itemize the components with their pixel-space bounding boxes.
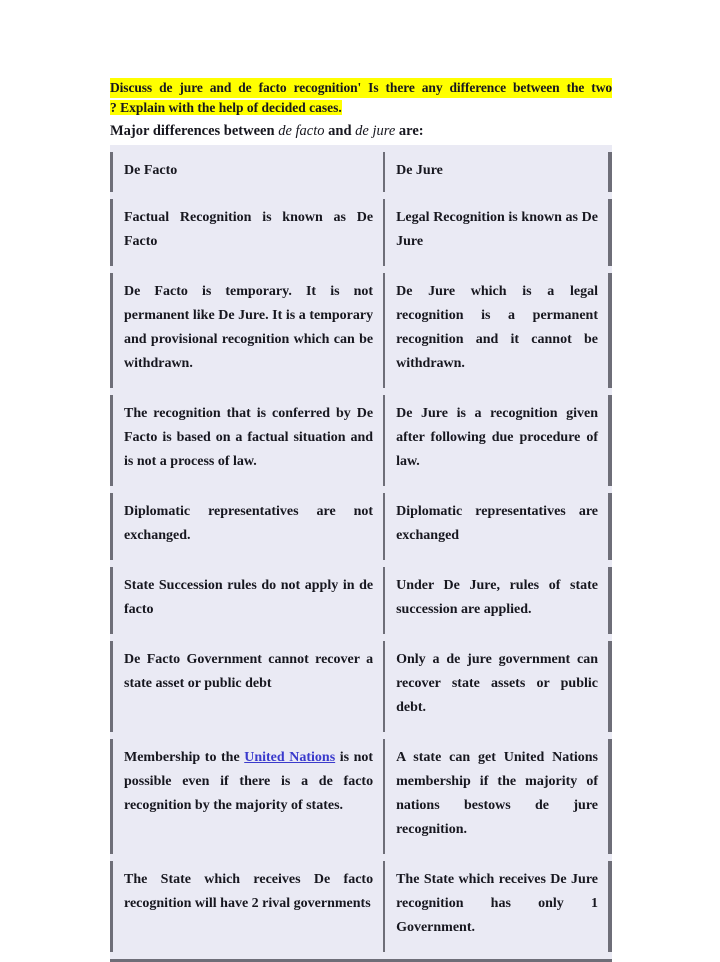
cell-de-jure-7: A state can get United Nations membership if the majority of nations bestows de jure recognition. <box>383 739 612 854</box>
cell-de-jure-4: Diplomatic representatives are exchanged <box>383 493 612 560</box>
table-row <box>110 567 612 634</box>
cell-de-facto-2: De Facto is temporary. It is not permanent like De Jure. It is a temporary and provisional recognition which can be withdrawn. <box>110 273 383 388</box>
cell-de-jure-8: The State which receives De Jure recognition has only 1 Government. <box>383 861 612 952</box>
intro-suffix: are: <box>395 123 424 139</box>
table-row <box>110 395 612 486</box>
cell-7-suffix: is not possible even if there is a de facto recognition by the majority of states. <box>124 750 374 813</box>
table-row <box>110 861 612 952</box>
cell-de-facto-5: State Succession rules do not apply in de facto <box>110 567 383 634</box>
cell-de-facto-3: The recognition that is conferred by De Facto is based on a factual situation and is not a process of law. <box>110 395 383 486</box>
united-nations-link[interactable]: United Nations <box>244 750 336 765</box>
table-row <box>110 493 612 560</box>
question-heading-line2: ? Explain with the help of decided cases. <box>110 100 342 115</box>
intro-line <box>110 121 612 142</box>
table-row <box>110 739 612 854</box>
intro-term-de-jure: de jure <box>355 123 396 139</box>
question-heading-line1: Discuss de jure and de facto recognition' Is there any difference between the two <box>110 78 612 98</box>
cell-7-prefix: Membership to the <box>124 750 245 765</box>
question-heading <box>110 78 612 118</box>
cell-de-jure-5: Under De Jure, rules of state succession are applied. <box>383 567 612 634</box>
table-header-row <box>110 152 612 192</box>
cell-de-jure-3: De Jure is a recognition given after following due procedure of law. <box>383 395 612 486</box>
table-row <box>110 641 612 732</box>
cell-de-facto-6: De Facto Government cannot recover a state asset or public debt <box>110 641 383 732</box>
column-header-de-jure: De Jure <box>383 152 612 192</box>
intro-term-de-facto: de facto <box>278 123 325 139</box>
cell-de-jure-6: Only a de jure government can recover state assets or public debt. <box>383 641 612 732</box>
table-row <box>110 273 612 388</box>
comparison-table <box>110 145 612 962</box>
cell-de-facto-1: Factual Recognition is known as De Facto <box>110 199 383 266</box>
cell-de-facto-8: The State which receives De facto recognition will have 2 rival governments <box>110 861 383 952</box>
intro-mid: and <box>324 123 356 139</box>
cell-de-jure-2: De Jure which is a legal recognition is a permanent recognition and it cannot be withdrawn. <box>383 273 612 388</box>
column-header-de-facto: De Facto <box>110 152 383 192</box>
cell-de-facto-7 <box>110 739 383 854</box>
cell-de-jure-1: Legal Recognition is known as De Jure <box>383 199 612 266</box>
table-row <box>110 199 612 266</box>
intro-prefix: Major differences between <box>110 123 279 139</box>
cell-de-facto-4: Diplomatic representatives are not exchanged. <box>110 493 383 560</box>
